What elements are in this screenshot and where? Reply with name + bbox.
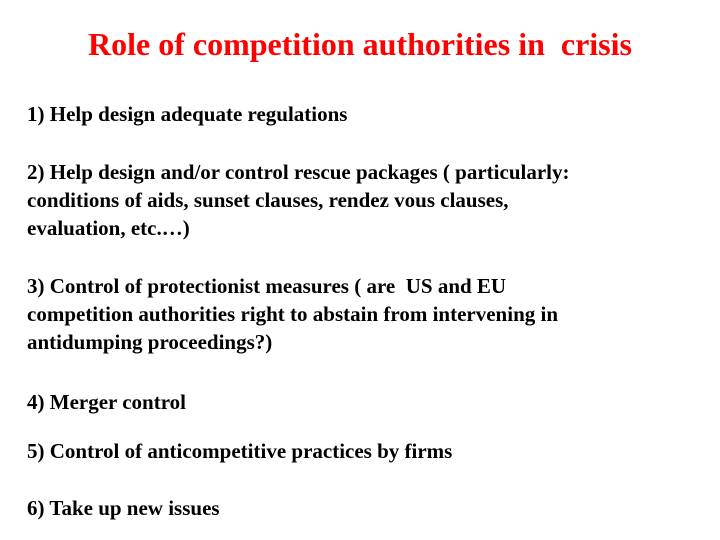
list-item: 5) Control of anticompetitive practices by firms <box>27 439 453 463</box>
list-item: 4) Merger control <box>27 390 186 414</box>
list-item: 2) Help design and/or control rescue packages ( particularly: conditions of aids, sunset clauses, rendez vous clauses, evaluation, etc.…) <box>27 160 570 240</box>
list-item: 1) Help design adequate regulations <box>27 102 348 126</box>
slide-title: Role of competition authorities in crisis <box>88 26 632 62</box>
list-item: 3) Control of protectionist measures ( are US and EU competition authorities right to abstain from intervening in antidumping proceedings?) <box>27 274 559 354</box>
list-item: 6) Take up new issues <box>27 496 220 520</box>
